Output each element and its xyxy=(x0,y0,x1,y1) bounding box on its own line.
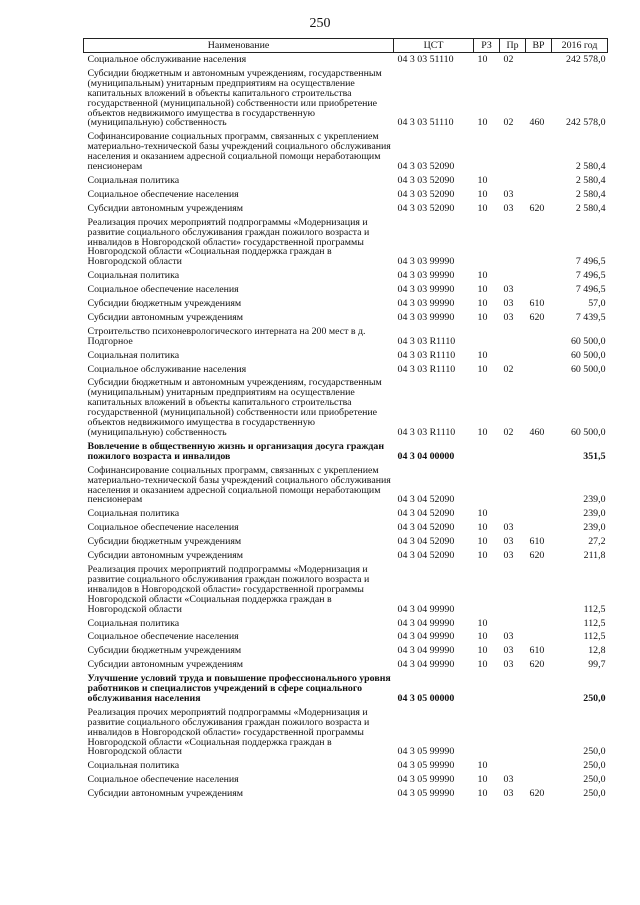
row-vr xyxy=(526,521,552,535)
row-amount: 7 496,5 xyxy=(575,270,606,282)
row-amount: 27,2 xyxy=(588,536,606,548)
row-pr: 02 xyxy=(503,54,514,65)
row-vr xyxy=(526,349,552,363)
row-cst: 04 3 04 52090 xyxy=(397,550,455,562)
row-name: Социальное обеспечение населения xyxy=(87,631,239,643)
row-pr: 03 xyxy=(503,311,514,323)
row-cst: 04 3 03 52090 xyxy=(397,202,455,214)
row-amount: 250,0 xyxy=(583,746,606,758)
row-name: Социальное обслуживание населения xyxy=(87,54,247,65)
row-cst: 04 3 03 R1110 xyxy=(397,335,456,347)
row-rz xyxy=(474,325,500,349)
row-rz: 10 xyxy=(477,284,488,296)
table-row xyxy=(84,617,608,631)
row-rz: 10 xyxy=(477,270,488,282)
row-rz: 10 xyxy=(477,54,488,65)
table-row xyxy=(84,440,608,464)
row-name: Социальное обеспечение населения xyxy=(87,522,239,534)
row-pr xyxy=(500,617,526,631)
row-cst: 04 3 05 99990 xyxy=(397,746,455,758)
row-vr: 620 xyxy=(529,311,545,323)
row-rz: 10 xyxy=(477,617,488,629)
table-row xyxy=(84,363,608,377)
table-row xyxy=(84,269,608,283)
header-name: Наименование xyxy=(84,39,394,53)
row-name: Социальное обеспечение населения xyxy=(87,188,239,200)
row-cst: 04 3 03 52090 xyxy=(397,188,455,200)
row-pr xyxy=(500,325,526,349)
row-rz: 10 xyxy=(477,760,488,772)
budget-table xyxy=(83,38,608,801)
row-pr: 03 xyxy=(503,536,514,548)
row-vr: 620 xyxy=(529,550,545,562)
row-vr xyxy=(526,363,552,377)
row-rz: 10 xyxy=(477,202,488,214)
row-rz xyxy=(474,130,500,174)
table-row xyxy=(84,563,608,617)
row-name: Социальное обеспечение населения xyxy=(87,774,239,786)
row-amount: 250,0 xyxy=(583,788,606,800)
row-cst: 04 3 04 99990 xyxy=(397,603,455,615)
row-name: Субсидии автономным учреждениям xyxy=(87,788,244,800)
row-pr xyxy=(500,130,526,174)
row-cst: 04 3 03 52090 xyxy=(397,174,455,186)
table-row xyxy=(84,549,608,563)
row-name: Софинансирование социальных программ, связанных с укреплением материально-технической базы учреждений социального обслуживания населения и оказанием адресной социальной помощи неработающим пенсионерам xyxy=(87,131,391,173)
table-row xyxy=(84,188,608,202)
row-amount: 351,5 xyxy=(583,450,606,462)
row-name: Субсидии бюджетным и автономным учреждениям, государственным (муниципальным) унитарным предприятиям на осуществление капитальных вложений в объекты капитального строительства государственной (муниципальной) собственности или приобретение объектов недвижимого имущества в государственную (муниципальную) собственность xyxy=(87,67,382,129)
row-rz: 10 xyxy=(477,522,488,534)
row-rz: 10 xyxy=(477,550,488,562)
row-rz: 10 xyxy=(477,349,488,361)
table-row xyxy=(84,644,608,658)
row-cst: 04 3 04 52090 xyxy=(397,536,455,548)
row-amount: 112,5 xyxy=(583,631,606,643)
row-amount: 112,5 xyxy=(583,617,606,629)
table-row xyxy=(84,759,608,773)
row-amount: 7 496,5 xyxy=(575,256,606,268)
row-rz: 10 xyxy=(477,188,488,200)
row-vr xyxy=(526,617,552,631)
row-vr xyxy=(526,706,552,760)
row-cst: 04 3 04 52090 xyxy=(397,494,455,506)
row-vr xyxy=(526,464,552,508)
row-name: Субсидии бюджетным учреждениям xyxy=(87,645,242,657)
row-cst: 04 3 03 99990 xyxy=(397,284,455,296)
row-cst: 04 3 03 R1110 xyxy=(397,427,456,438)
row-vr xyxy=(526,759,552,773)
row-name: Социальное обслуживание населения xyxy=(87,363,247,375)
row-pr: 03 xyxy=(503,645,514,657)
row-amount: 60 500,0 xyxy=(570,335,606,347)
table-row xyxy=(84,53,608,67)
row-amount: 250,0 xyxy=(583,692,606,704)
row-pr xyxy=(500,269,526,283)
row-name: Субсидии автономным учреждениям xyxy=(87,550,244,562)
table-row xyxy=(84,297,608,311)
row-rz xyxy=(474,672,500,706)
row-vr xyxy=(526,174,552,188)
row-pr: 02 xyxy=(503,363,514,375)
row-amount: 57,0 xyxy=(588,298,606,310)
table-row xyxy=(84,283,608,297)
table-row xyxy=(84,706,608,760)
row-cst: 04 3 03 99990 xyxy=(397,270,455,282)
row-pr xyxy=(500,563,526,617)
row-amount: 60 500,0 xyxy=(570,427,606,438)
table-row xyxy=(84,630,608,644)
row-pr: 03 xyxy=(503,774,514,786)
row-name: Софинансирование социальных программ, связанных с укреплением материально-технической базы учреждений социального обслуживания населения и оказанием адресной социальной помощи неработающим пенсионерам xyxy=(87,464,391,506)
table-row xyxy=(84,216,608,270)
row-pr xyxy=(500,706,526,760)
row-amount: 211,8 xyxy=(583,550,606,562)
row-pr: 03 xyxy=(503,659,514,671)
row-amount: 2 580,4 xyxy=(575,202,606,214)
row-amount: 7 496,5 xyxy=(575,284,606,296)
row-cst: 04 3 05 99990 xyxy=(397,788,455,800)
row-name: Социальная политика xyxy=(87,508,180,520)
row-rz: 10 xyxy=(477,788,488,800)
row-amount: 2 580,4 xyxy=(575,188,606,200)
row-cst: 04 3 03 51110 xyxy=(397,117,454,129)
row-pr: 02 xyxy=(503,427,514,438)
table-row xyxy=(84,349,608,363)
row-rz xyxy=(474,216,500,270)
row-name: Субсидии автономным учреждениям xyxy=(87,659,244,671)
row-cst: 04 3 05 99990 xyxy=(397,760,455,772)
row-name: Социальная политика xyxy=(87,174,180,186)
row-cst: 04 3 04 00000 xyxy=(397,450,455,462)
table-row xyxy=(84,325,608,349)
row-rz xyxy=(474,706,500,760)
row-vr xyxy=(526,269,552,283)
row-name: Субсидии автономным учреждениям xyxy=(87,311,244,323)
row-name: Реализация прочих мероприятий подпрограммы «Модернизация и развитие социального обслуживания граждан пожилого возраста и инвалидов в Новгородской области» государственной программы Новгородской области «Социальная поддержка граждан в Новгородской области xyxy=(87,216,370,268)
row-vr: 610 xyxy=(529,298,545,310)
row-name: Социальная политика xyxy=(87,760,180,772)
row-pr xyxy=(500,672,526,706)
row-vr xyxy=(526,563,552,617)
row-amount: 239,0 xyxy=(583,494,606,506)
row-name: Улучшение условий труда и повышение профессионального уровня работников и специалистов учреждений в сфере социального обслуживания населения xyxy=(87,673,391,704)
row-pr: 03 xyxy=(503,284,514,296)
row-amount: 250,0 xyxy=(583,760,606,772)
row-pr: 03 xyxy=(503,631,514,643)
row-amount: 60 500,0 xyxy=(570,363,606,375)
row-name: Субсидии бюджетным учреждениям xyxy=(87,298,242,310)
row-rz: 10 xyxy=(477,298,488,310)
row-amount: 239,0 xyxy=(583,522,606,534)
row-cst: 04 3 03 R1110 xyxy=(397,363,456,375)
row-cst: 04 3 04 99990 xyxy=(397,659,455,671)
row-rz: 10 xyxy=(477,508,488,520)
row-vr xyxy=(526,630,552,644)
row-vr: 610 xyxy=(529,645,545,657)
row-rz: 10 xyxy=(477,536,488,548)
row-pr xyxy=(500,759,526,773)
row-vr xyxy=(526,130,552,174)
row-name: Социальная политика xyxy=(87,617,180,629)
row-vr: 620 xyxy=(529,202,545,214)
row-vr xyxy=(526,53,552,67)
row-name: Реализация прочих мероприятий подпрограммы «Модернизация и развитие социального обслуживания граждан пожилого возраста и инвалидов в Новгородской области» государственной программы Новгородской области «Социальная поддержка граждан в Новгородской области xyxy=(87,563,370,615)
row-rz xyxy=(474,563,500,617)
table-row xyxy=(84,535,608,549)
row-pr: 03 xyxy=(503,788,514,800)
row-vr: 460 xyxy=(529,117,545,129)
row-rz: 10 xyxy=(477,117,488,129)
row-vr xyxy=(526,773,552,787)
header-vr: ВР xyxy=(526,39,552,53)
row-pr xyxy=(500,174,526,188)
row-rz: 10 xyxy=(477,363,488,375)
row-vr xyxy=(526,440,552,464)
row-cst: 04 3 04 99990 xyxy=(397,631,455,643)
row-amount: 12,8 xyxy=(588,645,606,657)
row-amount: 250,0 xyxy=(583,774,606,786)
row-amount: 239,0 xyxy=(583,508,606,520)
header-rz: РЗ xyxy=(474,39,500,53)
row-amount: 60 500,0 xyxy=(570,349,606,361)
row-cst: 04 3 05 00000 xyxy=(397,692,455,704)
row-vr: 620 xyxy=(529,788,545,800)
row-pr: 03 xyxy=(503,298,514,310)
table-row xyxy=(84,521,608,535)
row-pr: 03 xyxy=(503,550,514,562)
row-rz: 10 xyxy=(477,174,488,186)
row-name: Строительство психоневрологического интерната на 200 мест в д. Подгорное xyxy=(87,325,366,347)
row-cst: 04 3 03 99990 xyxy=(397,256,455,268)
row-cst: 04 3 04 52090 xyxy=(397,508,455,520)
row-pr: 03 xyxy=(503,188,514,200)
header-year: 2016 год xyxy=(552,39,608,53)
row-amount: 7 439,5 xyxy=(575,311,606,323)
row-name: Субсидии бюджетным и автономным учреждениям, государственным (муниципальным) унитарным предприятиям на осуществление капитальных вложений в объекты капитального строительства государственной (муниципальной) собственности или приобретение объектов недвижимого имущества в государственную (муниципальную) собственность xyxy=(87,377,382,438)
row-rz xyxy=(474,464,500,508)
table-row xyxy=(84,658,608,672)
row-vr xyxy=(526,325,552,349)
table-header-row xyxy=(84,39,608,53)
row-amount: 112,5 xyxy=(583,603,606,615)
row-cst: 04 3 04 99990 xyxy=(397,617,455,629)
row-cst: 04 3 03 R1110 xyxy=(397,349,456,361)
row-cst: 04 3 03 99990 xyxy=(397,298,455,310)
row-cst: 04 3 03 99990 xyxy=(397,311,455,323)
row-pr xyxy=(500,440,526,464)
row-amount: 242 578,0 xyxy=(566,117,606,129)
header-pr: Пр xyxy=(500,39,526,53)
row-amount: 2 580,4 xyxy=(575,174,606,186)
row-rz: 10 xyxy=(477,427,488,438)
row-name: Социальное обеспечение населения xyxy=(87,284,239,296)
table-row xyxy=(84,174,608,188)
table-row xyxy=(84,376,608,439)
row-vr xyxy=(526,283,552,297)
header-cst: ЦСТ xyxy=(394,39,474,53)
row-amount: 2 580,4 xyxy=(575,161,606,173)
row-pr xyxy=(500,507,526,521)
row-cst: 04 3 03 51110 xyxy=(397,54,454,65)
page-number: 250 xyxy=(309,16,331,31)
row-name: Субсидии автономным учреждениям xyxy=(87,202,244,214)
row-pr: 03 xyxy=(503,522,514,534)
row-cst: 04 3 05 99990 xyxy=(397,774,455,786)
table-row xyxy=(84,507,608,521)
row-rz: 10 xyxy=(477,659,488,671)
row-name: Социальная политика xyxy=(87,270,180,282)
row-rz: 10 xyxy=(477,631,488,643)
row-cst: 04 3 03 52090 xyxy=(397,161,455,173)
table-row xyxy=(84,67,608,130)
table-row xyxy=(84,130,608,174)
row-vr xyxy=(526,507,552,521)
row-pr xyxy=(500,464,526,508)
row-name: Субсидии бюджетным учреждениям xyxy=(87,536,242,548)
row-cst: 04 3 04 99990 xyxy=(397,645,455,657)
table-row xyxy=(84,202,608,216)
row-rz: 10 xyxy=(477,311,488,323)
table-row xyxy=(84,464,608,508)
row-vr xyxy=(526,188,552,202)
row-vr xyxy=(526,672,552,706)
row-cst: 04 3 04 52090 xyxy=(397,522,455,534)
row-vr: 460 xyxy=(529,427,545,438)
table-row xyxy=(84,773,608,787)
table-row xyxy=(84,311,608,325)
row-pr xyxy=(500,349,526,363)
row-pr xyxy=(500,216,526,270)
table-row xyxy=(84,787,608,801)
row-vr: 620 xyxy=(529,659,545,671)
row-rz: 10 xyxy=(477,645,488,657)
row-rz: 10 xyxy=(477,774,488,786)
row-name: Вовлечение в общественную жизнь и организация досуга граждан пожилого возраста и инвалидов xyxy=(87,440,385,462)
row-rz xyxy=(474,440,500,464)
row-pr: 02 xyxy=(503,117,514,129)
row-name: Реализация прочих мероприятий подпрограммы «Модернизация и развитие социального обслуживания граждан пожилого возраста и инвалидов в Новгородской области» государственной программы Новгородской области «Социальная поддержка граждан в Новгородской области xyxy=(87,706,370,758)
row-amount: 242 578,0 xyxy=(566,54,606,65)
row-vr: 610 xyxy=(529,536,545,548)
row-vr xyxy=(526,216,552,270)
row-pr: 03 xyxy=(503,202,514,214)
row-name: Социальная политика xyxy=(87,349,180,361)
row-amount: 99,7 xyxy=(588,659,606,671)
table-row xyxy=(84,672,608,706)
